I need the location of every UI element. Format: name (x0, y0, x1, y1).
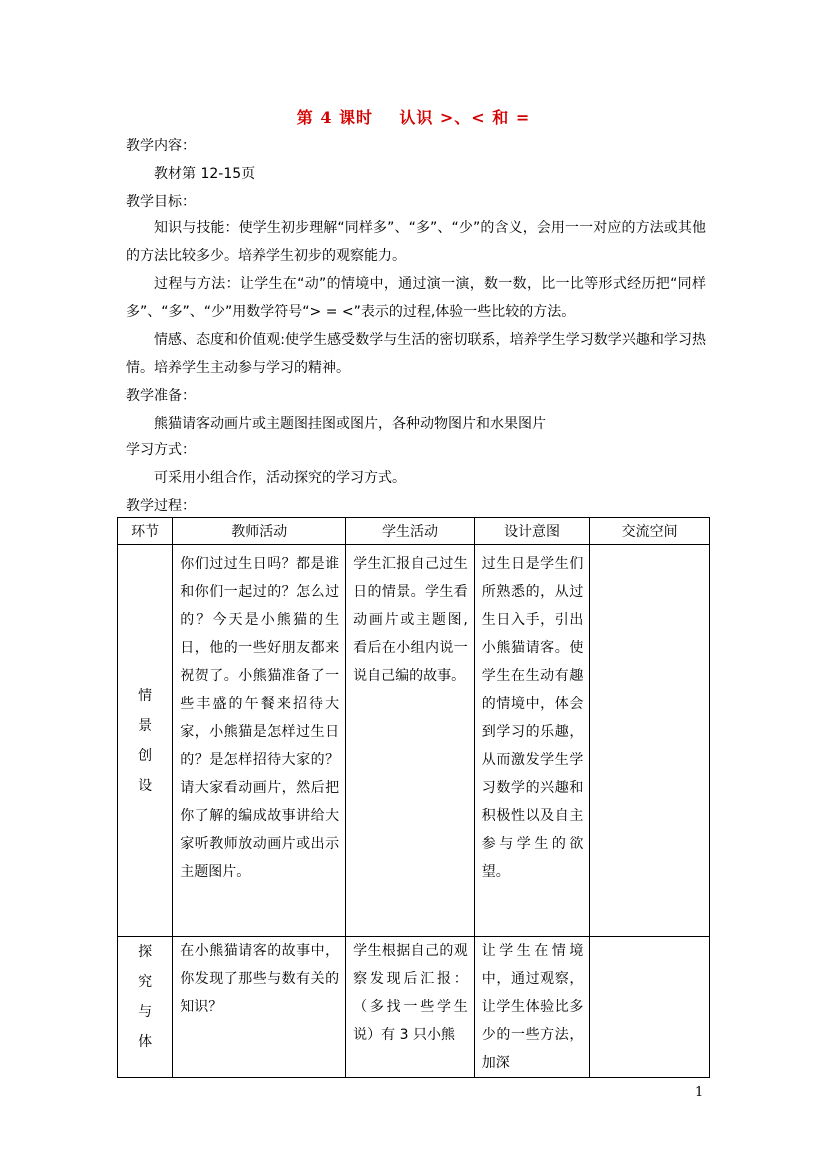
student-activity: 学生汇报自己过生日的情景。学生看动画片或主题图,看后在小组内说一说自己编的故事。 (353, 556, 468, 684)
design-intent: 过生日是学生们所熟悉的，从过生日入手，引出小熊猫请客。使学生在生动有趣的情境中，体会到学习的乐趣，从而激发学生学习数学的兴趣和积极性以及自主参与学生的欲望。 (481, 556, 584, 880)
header-intent: 设计意图 (474, 518, 590, 545)
stage-cell (118, 937, 173, 1078)
goal-process: 过程与方法：让学生在“动”的情境中，通过演一演，数一数，比一比等形式经历把“同样多”、“多”、“少”用数学符号“> = <”表示的过程,体验一些比较的方法。 (126, 276, 706, 320)
exchange-space (590, 545, 709, 550)
notes-cell (590, 937, 710, 1078)
header-notes: 交流空间 (590, 518, 710, 545)
header-stage: 环节 (118, 518, 173, 545)
student-cell (346, 545, 475, 937)
lesson-title (0, 105, 827, 128)
goal-knowledge: 知识与技能：使学生初步理解“同样多”、“多”、“少”的含义，会用一一对应的方法或其他的方法比较多少。培养学生初步的观察能力。 (126, 220, 706, 264)
page-number: 1 (695, 1085, 704, 1100)
goals-heading: 教学目标： (126, 194, 196, 210)
method-text: 可采用小组合作，活动探究的学习方式。 (154, 470, 406, 486)
teaching-process-table (117, 517, 710, 1078)
design-intent: 让学生在情境中，通过观察，让学生体验比多少的一些方法，加深 (481, 943, 584, 1071)
stage-label: 探究与体 (138, 944, 153, 1050)
prep-text: 熊猫请客动画片或主题图挂图或图片，各种动物图片和水果图片 (154, 416, 546, 432)
table-row (118, 545, 710, 937)
teacher-activity: 你们过过生日吗？都是谁和你们一起过的？怎么过的？今天是小熊猫的生日，他的一些好朋友都来祝贺了。小熊猫准备了一些丰盛的午餐来招待大家，小熊猫是怎样过生日的？是怎样招待大家的？请大家看动画片，然后把你了解的编成故事讲给大家听教师放动画片或出示主题图片。 (180, 556, 340, 880)
stage-cell (118, 545, 173, 937)
lesson-topic: 认识 >、< 和 = (399, 108, 531, 127)
content-text: 教材第 12-15页 (154, 166, 256, 182)
teacher-cell (173, 937, 346, 1078)
table-header-row (118, 518, 710, 545)
notes-cell (590, 545, 710, 937)
intent-cell (474, 937, 590, 1078)
lesson-number: 第 4 课时 (296, 108, 374, 127)
stage-label: 情景创设 (138, 687, 153, 794)
prep-heading: 教学准备： (126, 388, 196, 404)
process-heading: 教学过程： (126, 498, 196, 514)
teacher-activity: 在小熊猫请客的故事中，你发现了那些与数有关的知识？ (180, 943, 340, 1015)
table-row (118, 937, 710, 1078)
student-activity: 学生根据自己的观察发现后汇报：（多找一些学生说）有 3 只小熊 (353, 943, 468, 1043)
header-teacher: 教师活动 (173, 518, 346, 545)
student-cell (346, 937, 475, 1078)
intent-cell (474, 545, 590, 937)
teacher-cell (173, 545, 346, 937)
goal-attitude: 情感、态度和价值观:使学生感受数学与生活的密切联系，培养学生学习数学兴趣和学习热情。培养学生主动参与学习的精神。 (126, 332, 706, 376)
content-heading: 教学内容： (126, 138, 196, 154)
method-heading: 学习方式： (126, 442, 196, 458)
header-student: 学生活动 (346, 518, 475, 545)
